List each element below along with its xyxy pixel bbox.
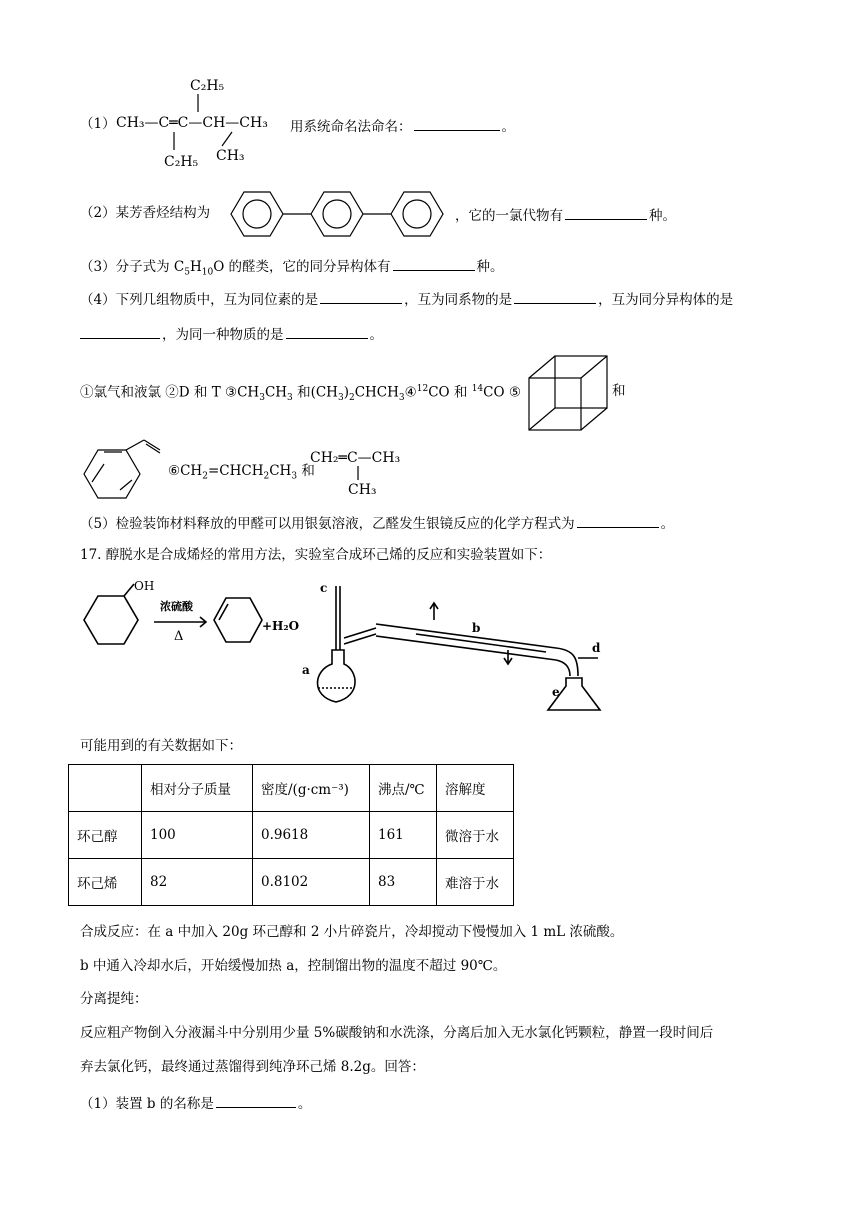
table-header-row — [69, 765, 514, 812]
header-cell — [69, 765, 142, 812]
data-table — [68, 764, 514, 906]
q16-p4-line1: （4）下列几组物质中，互为同位素的是 ，互为同系物的是 ，互为同分异构体的是 — [80, 292, 734, 308]
table-intro: 可能用到的有关数据如下： — [80, 738, 242, 754]
reaction-scheme — [78, 579, 300, 662]
table-row — [69, 859, 514, 906]
distillation-apparatus — [296, 578, 626, 720]
table-cell: 微溶于水 — [437, 812, 514, 859]
q16-p3: （3）分子式为 $C_5H_{10}O$ 的醛类，它的同分异构体有 种。 — [80, 259, 504, 278]
q16-p4-line2: ，为同一种物质的是 。 — [78, 326, 383, 343]
table-cell: 0.9618 — [253, 812, 370, 859]
structure-3-methyl-alkene — [112, 72, 292, 172]
blank-4d[interactable] — [286, 326, 368, 339]
header-cell: 沸点/℃ — [370, 765, 437, 812]
synthesis-line1: 合成反应：在 a 中加入 20g 环己醇和 2 小片碎瓷片，冷却搅动下慢慢加入 1 mL 浓硫酸。 — [80, 924, 624, 940]
heat-label: Δ — [174, 629, 184, 644]
q16-items-line2: $⑥CH_2=CHCH_2CH_3$ 和 — [168, 463, 315, 482]
synthesis-line2: b 中通入冷却水后，开始缓慢加热 a，控制馏出物的温度不超过 90℃。 — [80, 958, 507, 974]
q16-items-he: 和 — [612, 383, 626, 399]
reagent-label: 浓硫酸 — [160, 600, 193, 613]
table-cell: 100 — [142, 812, 253, 859]
oh-label: OH — [134, 579, 155, 593]
table-row — [69, 812, 514, 859]
label-c-top: c — [320, 581, 328, 595]
table-cell: 环己烯 — [69, 859, 142, 906]
q17-question1: （1）装置 b 的名称是 。 — [80, 1096, 312, 1112]
blank-1[interactable] — [414, 118, 500, 131]
struct-bottom-methyl: CH₃ — [216, 148, 245, 164]
q16-p2-before: （2）某芳香烃结构为 — [80, 205, 211, 221]
isobutene-top: CH₂═C—CH₃ — [310, 450, 401, 466]
q16-p5: （5）检验装饰材料释放的甲醛可以用银氨溶液，乙醛发生银镜反应的化学方程式为 。 — [80, 516, 675, 532]
table-cell: 难溶于水 — [437, 859, 514, 906]
q16-p2-after: ，它的一氯代物有 种。 — [455, 208, 676, 224]
isobutene-bottom: CH₃ — [348, 482, 377, 498]
styrene-structure — [76, 434, 166, 504]
table-cell: 环己醇 — [69, 812, 142, 859]
blank-4b[interactable] — [514, 291, 596, 304]
table-cell: 83 — [370, 859, 437, 906]
blank-4c[interactable] — [80, 326, 160, 339]
struct-bottom-ethyl: C₂H₅ — [164, 154, 199, 170]
header-cell: 相对分子质量 — [142, 765, 253, 812]
table-cell: 0.8102 — [253, 859, 370, 906]
separation-title: 分离提纯： — [80, 991, 148, 1007]
label-e: e — [552, 685, 560, 699]
header-cell: 密度/(g·cm⁻³) — [253, 765, 370, 812]
struct-main-chain: CH₃—C═C—CH—CH₃ — [116, 115, 268, 131]
struct-top-ethyl: C₂H₅ — [190, 78, 225, 94]
blank-q17-1[interactable] — [216, 1095, 296, 1108]
q16-p1-num: （1） — [80, 116, 116, 132]
blank-5[interactable] — [577, 515, 659, 528]
q16-items-line1: ①氯气和液氯 ②D 和 T $③CH_3CH_3$ 和$(CH_3)_2CHCH_3④^{12}CO$ 和 $^{14}$CO ⑤ — [80, 384, 521, 404]
q16-p1-text: 用系统命名法命名： 。 — [290, 119, 515, 135]
water-label: +H₂O — [262, 619, 300, 633]
q17-heading: 17. 醇脱水是合成烯烃的常用方法，实验室合成环己烯的反应和实验装置如下： — [80, 547, 552, 563]
blank-3[interactable] — [393, 258, 475, 271]
table-cell: 82 — [142, 859, 253, 906]
terphenyl-structure — [226, 186, 451, 241]
isobutene-structure — [308, 444, 428, 500]
blank-2[interactable] — [565, 207, 647, 220]
table-cell: 161 — [370, 812, 437, 859]
separation-line2: 弃去氯化钙，最终通过蒸馏得到纯净环己烯 8.2g。回答： — [80, 1059, 425, 1075]
separation-line1: 反应粗产物倒入分液漏斗中分别用少量 5%碳酸钠和水洗涤，分离后加入无水氯化钙颗粒，静置一段时间后 — [80, 1025, 714, 1041]
cubane-structure — [525, 352, 615, 434]
label-d: d — [592, 641, 601, 655]
blank-4a[interactable] — [320, 291, 402, 304]
header-cell: 溶解度 — [437, 765, 514, 812]
label-b: b — [472, 621, 481, 635]
label-a: a — [302, 663, 310, 677]
